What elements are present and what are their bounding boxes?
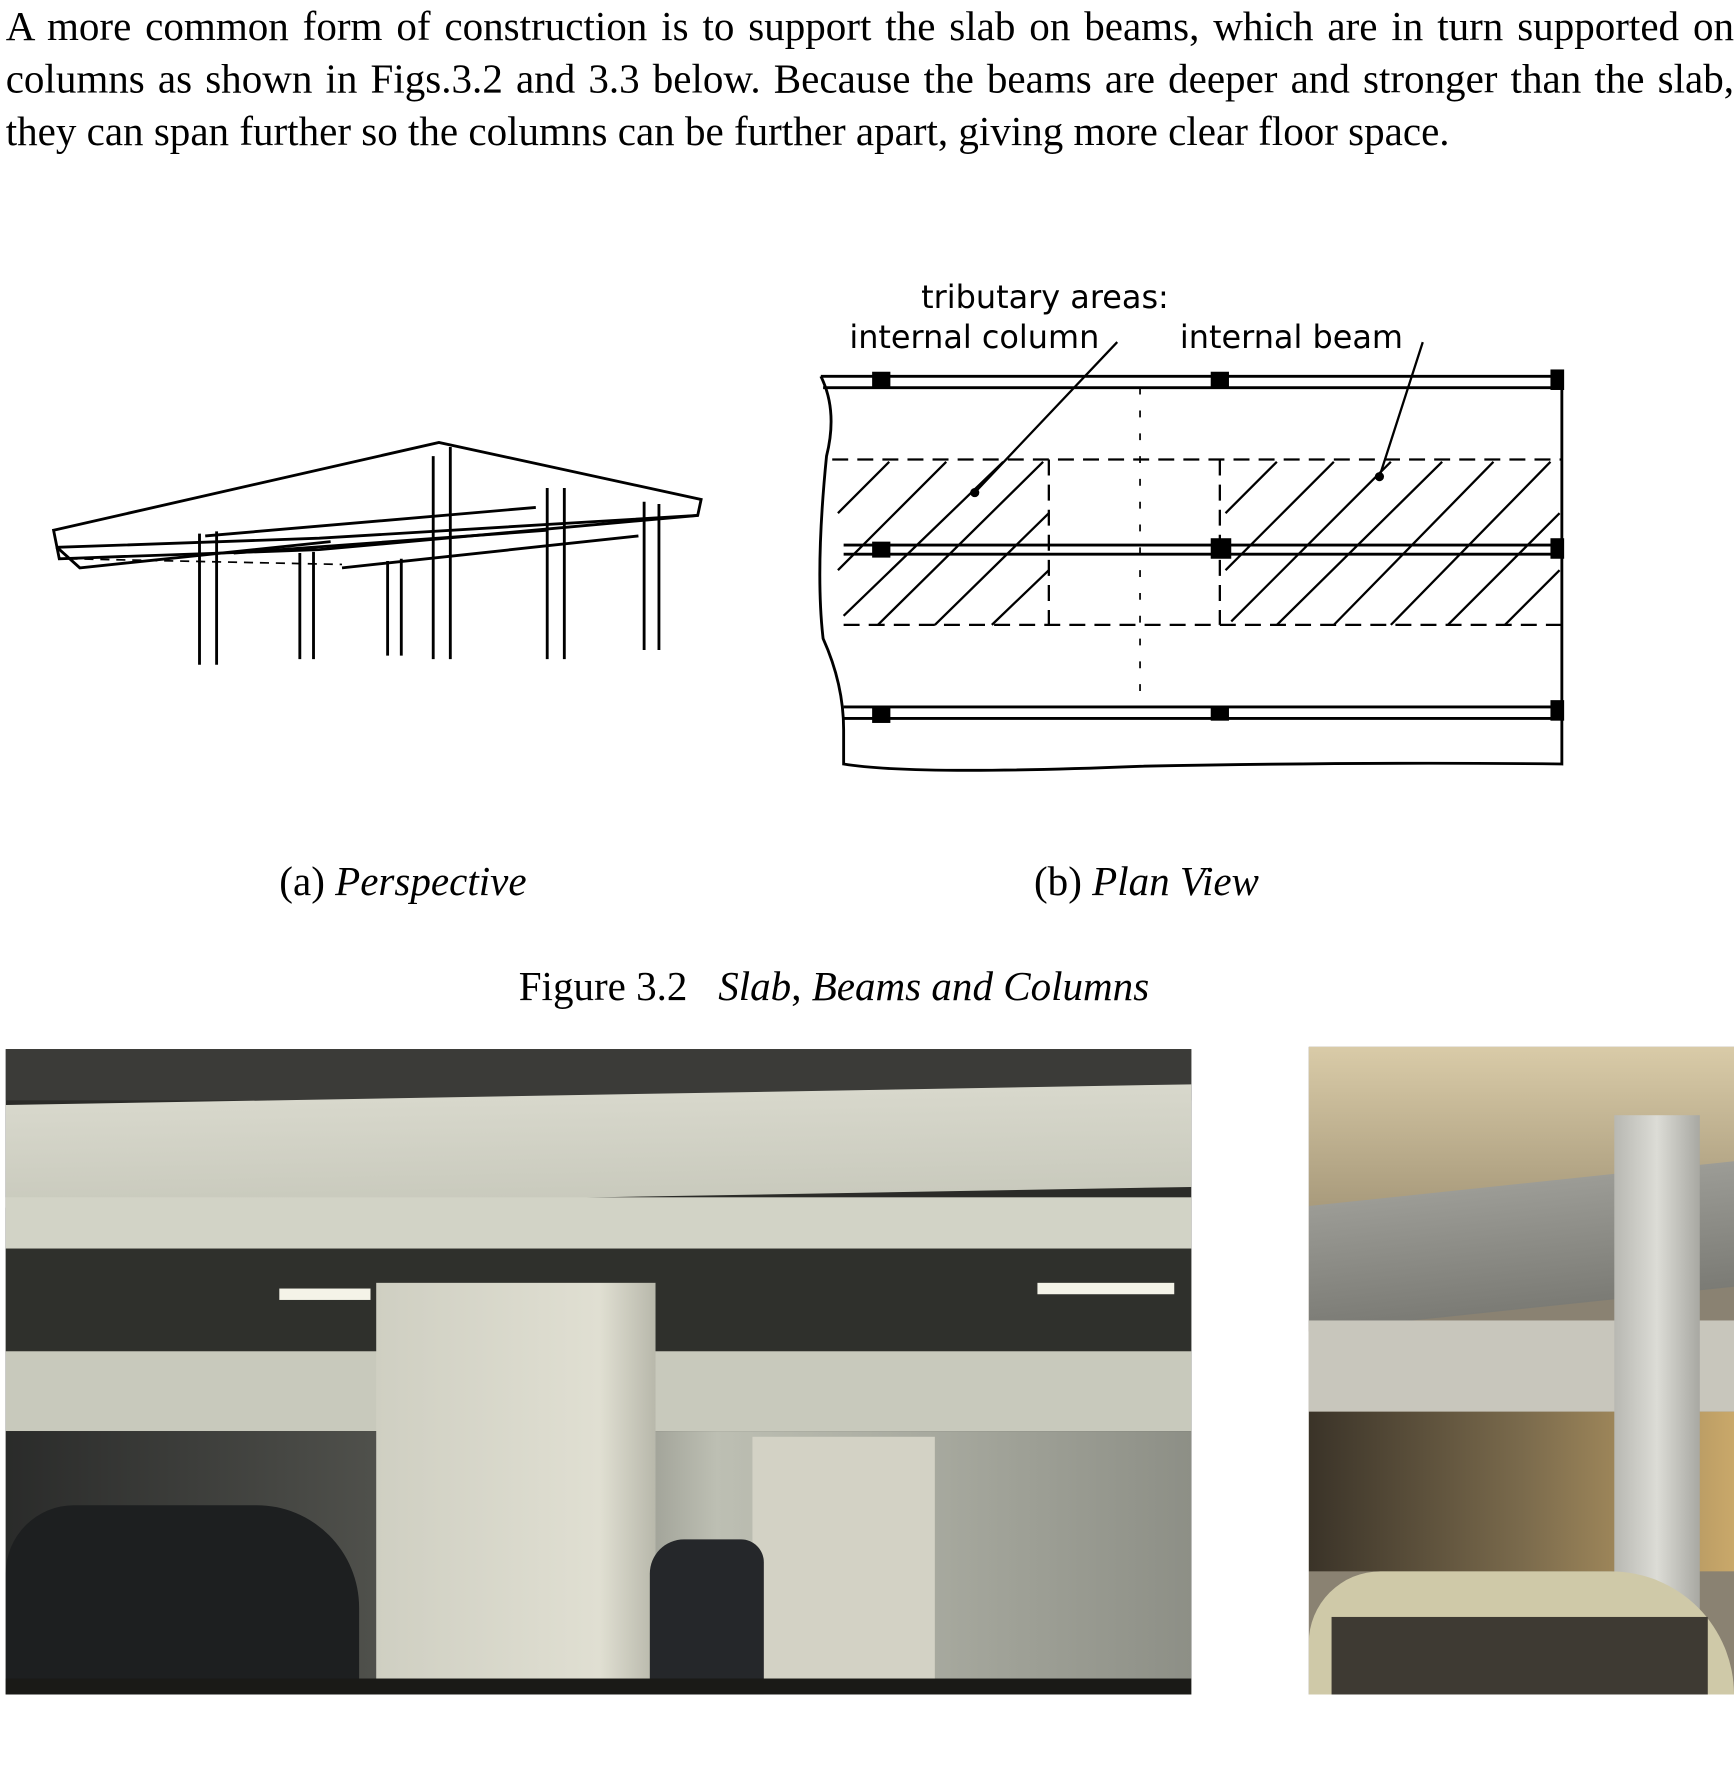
caption-sep: , [791, 963, 812, 1010]
label-tributary-areas: tributary areas: [921, 277, 1169, 316]
figure-number: Figure 3.2 [518, 963, 688, 1010]
car-park-photo-galvanised-steel-frame [1309, 1047, 1734, 1695]
subcaption-a [279, 858, 526, 906]
subcaption-b [1034, 858, 1259, 906]
figure-caption [519, 962, 1149, 1010]
car-park-photo-white-steel-frame [6, 1049, 1192, 1694]
label-internal-beam: internal beam [1179, 317, 1404, 356]
plan-view-drawing [0, 0, 1734, 821]
subcaption-a-prefix: (a) [279, 858, 336, 905]
label-internal-column: internal column [849, 317, 1100, 356]
subcaption-b-prefix: (b) [1034, 858, 1093, 905]
caption-title-2: Beams and Columns [811, 963, 1150, 1010]
caption-title-1: Slab [718, 963, 792, 1010]
subcaption-b-title: Plan View [1092, 858, 1259, 905]
hatched-tributary-areas [838, 462, 1560, 625]
body-paragraph: A more common form of construction is to support the slab on beams, which are in turn supported on columns as shown in Figs.3.2 and 3.3 below. Because the beams are deeper and stronger than the slab, they can span further so the columns can be further apart, giving more clear floor space. [5, 3, 1734, 154]
subcaption-a-title: Perspective [335, 858, 527, 905]
